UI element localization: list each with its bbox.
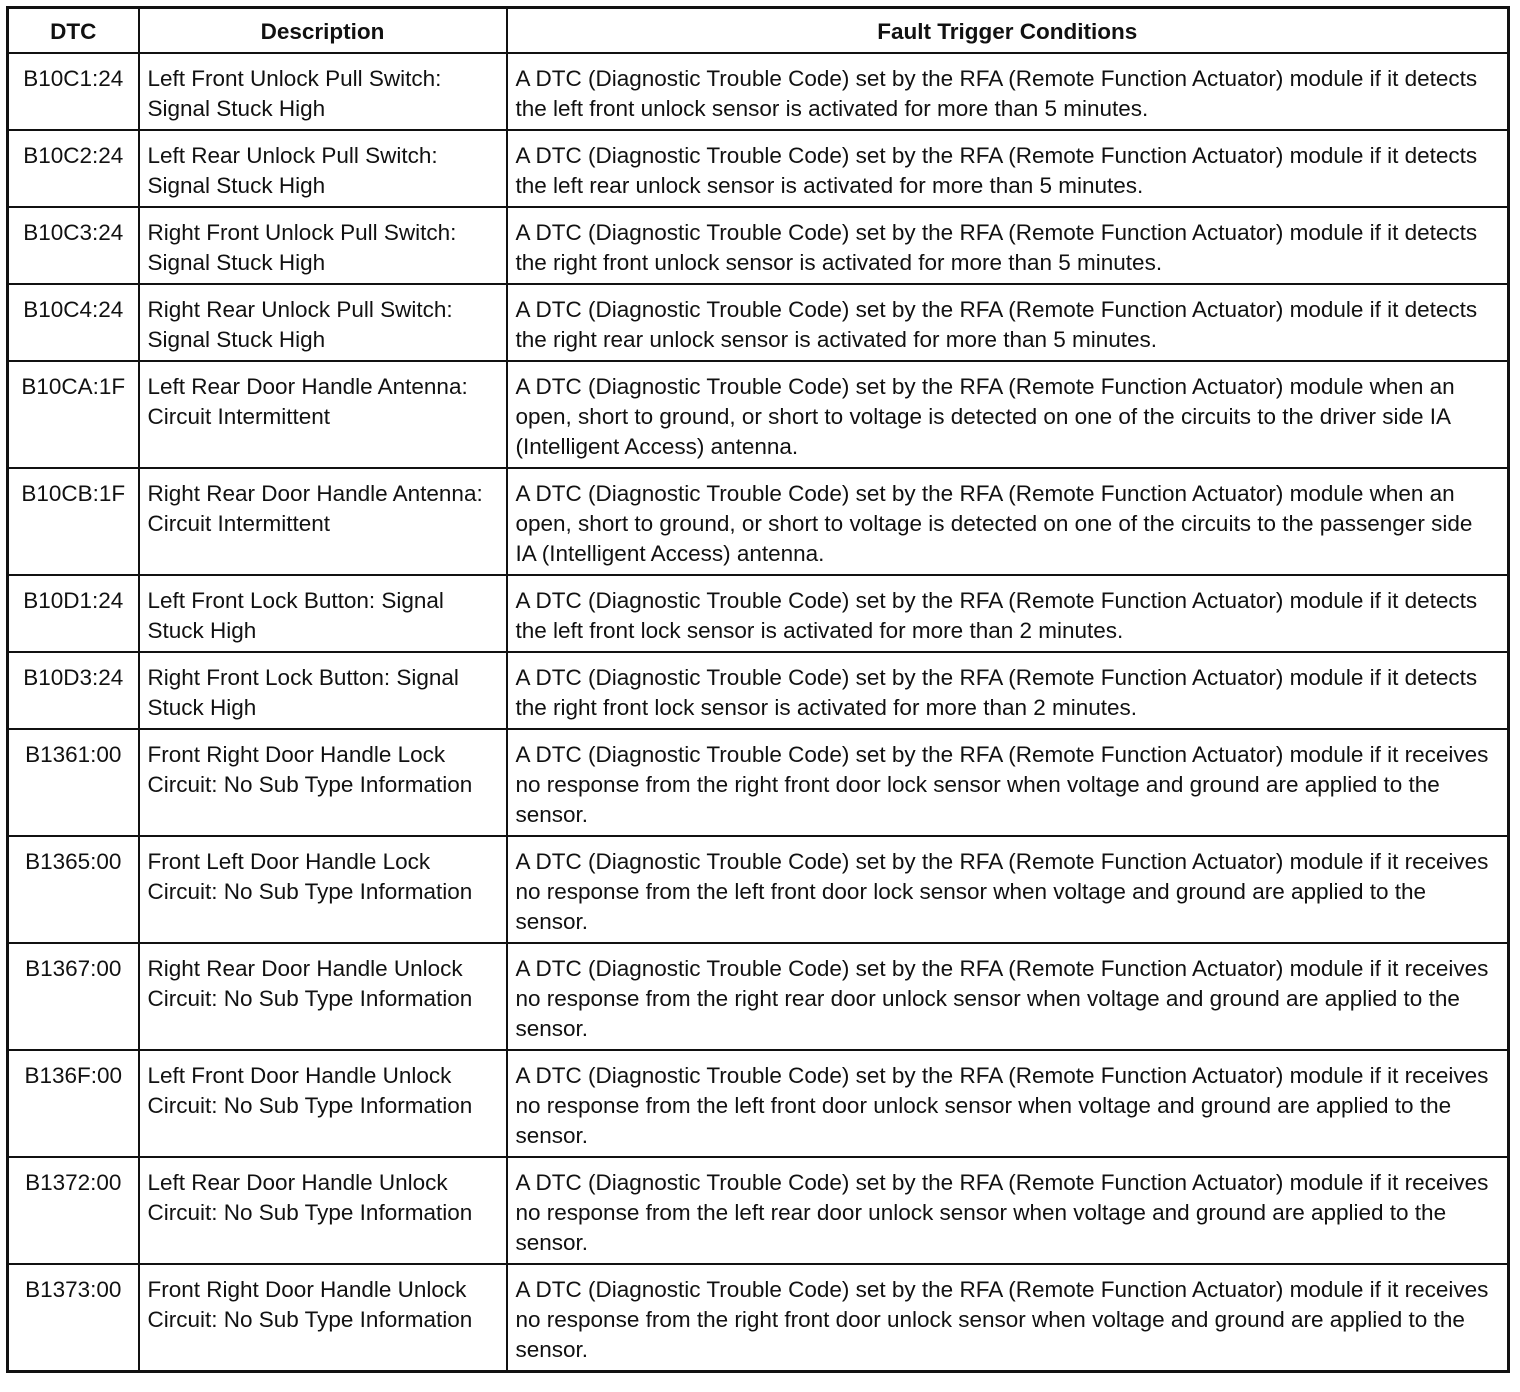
description-cell: Right Front Unlock Pull Switch: Signal Stuck High xyxy=(139,207,507,284)
table-row xyxy=(8,130,1509,207)
table-row xyxy=(8,284,1509,361)
table-row xyxy=(8,53,1509,130)
header-conditions: Fault Trigger Conditions xyxy=(507,8,1509,54)
description-cell: Front Left Door Handle Lock Circuit: No Sub Type Information xyxy=(139,836,507,943)
description-cell: Right Rear Door Handle Antenna: Circuit Intermittent xyxy=(139,468,507,575)
dtc-code-cell: B10C2:24 xyxy=(8,130,139,207)
description-cell: Left Rear Unlock Pull Switch: Signal Stuck High xyxy=(139,130,507,207)
dtc-code-cell: B10D3:24 xyxy=(8,652,139,729)
dtc-table xyxy=(6,6,1510,1373)
description-cell: Left Front Door Handle Unlock Circuit: No Sub Type Information xyxy=(139,1050,507,1157)
table-body xyxy=(8,53,1509,1372)
table-row xyxy=(8,1264,1509,1372)
dtc-code-cell: B1365:00 xyxy=(8,836,139,943)
conditions-cell: A DTC (Diagnostic Trouble Code) set by the RFA (Remote Function Actuator) module if it receives no response from the left front door unlock sensor when voltage and ground are applied to the sensor. xyxy=(507,1050,1509,1157)
description-cell: Left Front Lock Button: Signal Stuck High xyxy=(139,575,507,652)
conditions-cell: A DTC (Diagnostic Trouble Code) set by the RFA (Remote Function Actuator) module if it receives no response from the left front door lock sensor when voltage and ground are applied to the sensor. xyxy=(507,836,1509,943)
dtc-code-cell: B136F:00 xyxy=(8,1050,139,1157)
conditions-cell: A DTC (Diagnostic Trouble Code) set by the RFA (Remote Function Actuator) module when an open, short to ground, or short to voltage is detected on one of the circuits to the passenger side IA (Intelligent Access) antenna. xyxy=(507,468,1509,575)
description-cell: Left Front Unlock Pull Switch: Signal Stuck High xyxy=(139,53,507,130)
dtc-code-cell: B10C3:24 xyxy=(8,207,139,284)
description-cell: Left Rear Door Handle Unlock Circuit: No Sub Type Information xyxy=(139,1157,507,1264)
dtc-code-cell: B10CA:1F xyxy=(8,361,139,468)
conditions-cell: A DTC (Diagnostic Trouble Code) set by the RFA (Remote Function Actuator) module if it detects the right rear unlock sensor is activated for more than 5 minutes. xyxy=(507,284,1509,361)
table-row xyxy=(8,836,1509,943)
conditions-cell: A DTC (Diagnostic Trouble Code) set by the RFA (Remote Function Actuator) module if it receives no response from the right front door unlock sensor when voltage and ground are applied to the sensor. xyxy=(507,1264,1509,1372)
description-cell: Left Rear Door Handle Antenna: Circuit Intermittent xyxy=(139,361,507,468)
header-description: Description xyxy=(139,8,507,54)
conditions-cell: A DTC (Diagnostic Trouble Code) set by the RFA (Remote Function Actuator) module if it detects the left rear unlock sensor is activated for more than 5 minutes. xyxy=(507,130,1509,207)
conditions-cell: A DTC (Diagnostic Trouble Code) set by the RFA (Remote Function Actuator) module if it detects the right front lock sensor is activated for more than 2 minutes. xyxy=(507,652,1509,729)
table-row xyxy=(8,207,1509,284)
description-cell: Right Rear Door Handle Unlock Circuit: No Sub Type Information xyxy=(139,943,507,1050)
table-row xyxy=(8,729,1509,836)
dtc-code-cell: B1373:00 xyxy=(8,1264,139,1372)
dtc-code-cell: B10D1:24 xyxy=(8,575,139,652)
table-row xyxy=(8,1050,1509,1157)
conditions-cell: A DTC (Diagnostic Trouble Code) set by the RFA (Remote Function Actuator) module if it receives no response from the left rear door unlock sensor when voltage and ground are applied to the sensor. xyxy=(507,1157,1509,1264)
dtc-code-cell: B10C1:24 xyxy=(8,53,139,130)
table-header xyxy=(8,8,1509,54)
description-cell: Front Right Door Handle Unlock Circuit: No Sub Type Information xyxy=(139,1264,507,1372)
dtc-code-cell: B1367:00 xyxy=(8,943,139,1050)
description-cell: Front Right Door Handle Lock Circuit: No Sub Type Information xyxy=(139,729,507,836)
description-cell: Right Front Lock Button: Signal Stuck High xyxy=(139,652,507,729)
dtc-code-cell: B10C4:24 xyxy=(8,284,139,361)
dtc-code-cell: B1361:00 xyxy=(8,729,139,836)
table-row xyxy=(8,361,1509,468)
table-row xyxy=(8,652,1509,729)
table-row xyxy=(8,943,1509,1050)
dtc-code-cell: B10CB:1F xyxy=(8,468,139,575)
description-cell: Right Rear Unlock Pull Switch: Signal Stuck High xyxy=(139,284,507,361)
conditions-cell: A DTC (Diagnostic Trouble Code) set by the RFA (Remote Function Actuator) module when an open, short to ground, or short to voltage is detected on one of the circuits to the driver side IA (Intelligent Access) antenna. xyxy=(507,361,1509,468)
table-row xyxy=(8,575,1509,652)
conditions-cell: A DTC (Diagnostic Trouble Code) set by the RFA (Remote Function Actuator) module if it receives no response from the right front door lock sensor when voltage and ground are applied to the sensor. xyxy=(507,729,1509,836)
conditions-cell: A DTC (Diagnostic Trouble Code) set by the RFA (Remote Function Actuator) module if it detects the left front unlock sensor is activated for more than 5 minutes. xyxy=(507,53,1509,130)
header-row xyxy=(8,8,1509,54)
conditions-cell: A DTC (Diagnostic Trouble Code) set by the RFA (Remote Function Actuator) module if it detects the right front unlock sensor is activated for more than 5 minutes. xyxy=(507,207,1509,284)
conditions-cell: A DTC (Diagnostic Trouble Code) set by the RFA (Remote Function Actuator) module if it receives no response from the right rear door unlock sensor when voltage and ground are applied to the sensor. xyxy=(507,943,1509,1050)
table-row xyxy=(8,1157,1509,1264)
conditions-cell: A DTC (Diagnostic Trouble Code) set by the RFA (Remote Function Actuator) module if it detects the left front lock sensor is activated for more than 2 minutes. xyxy=(507,575,1509,652)
table-row xyxy=(8,468,1509,575)
header-dtc: DTC xyxy=(8,8,139,54)
dtc-code-cell: B1372:00 xyxy=(8,1157,139,1264)
